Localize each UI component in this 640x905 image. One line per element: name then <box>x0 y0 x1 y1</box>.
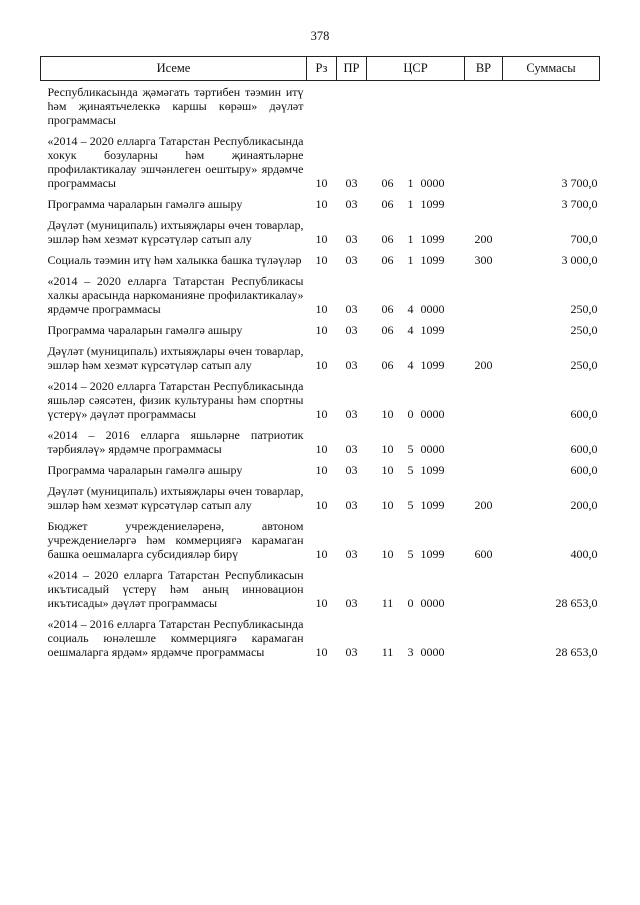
row-csr <box>367 340 465 375</box>
row-csr <box>367 130 465 193</box>
row-csr-subprogram: 3 <box>407 645 414 659</box>
row-csr-subprogram: 5 <box>407 463 414 477</box>
row-csr <box>367 613 465 662</box>
row-pr <box>337 81 367 131</box>
row-name: «2014 – 2020 елларга Татарстан Республикасында яшьләр сәясәтен, физик культураны һәм спортны үстерү» дәүләт программасы <box>47 379 304 421</box>
row-name: «2014 – 2020 елларга Татарстан Республикасында хокук бозуларны һәм җинаятьләрне профилактикалау эшчәнлеген оештыру» ярдәмче программасы <box>47 134 304 190</box>
row-name: Программа чараларын гамәлгә ашыру <box>47 463 243 477</box>
row-sum: 600,0 <box>570 442 598 456</box>
row-csr-direction: 0000 <box>420 596 445 610</box>
row-vr: 200 <box>474 232 493 246</box>
row-rz: 10 <box>315 547 328 561</box>
row-sum: 28 653,0 <box>555 596 598 610</box>
row-vr <box>465 424 503 459</box>
row-rz: 10 <box>315 358 328 372</box>
row-vr <box>465 564 503 613</box>
row-rz: 10 <box>315 645 328 659</box>
row-sum: 28 653,0 <box>555 645 598 659</box>
row-rz: 10 <box>315 463 328 477</box>
row-sum: 3 700,0 <box>561 176 598 190</box>
table-header <box>41 57 600 81</box>
budget-table <box>40 56 600 662</box>
row-csr-subprogram: 4 <box>407 323 414 337</box>
row-sum: 250,0 <box>570 358 598 372</box>
row-csr <box>367 249 465 270</box>
table-row <box>41 319 600 340</box>
row-pr: 03 <box>345 498 358 512</box>
page-number: 378 <box>310 29 330 43</box>
row-pr: 03 <box>345 323 358 337</box>
table-row <box>41 249 600 270</box>
row-csr-program: 10 <box>381 442 394 456</box>
row-name: «2014 – 2016 елларга Татарстан Республикасында социаль юнәлешле коммерциягә карамаган оешмаларга ярдәм» ярдәмче программасы <box>47 617 304 659</box>
row-csr-subprogram: 5 <box>407 442 414 456</box>
table-row <box>41 515 600 564</box>
row-csr-direction: 0000 <box>420 645 445 659</box>
table-row <box>41 424 600 459</box>
row-csr-subprogram: 1 <box>407 232 414 246</box>
row-csr-direction: 1099 <box>420 197 445 211</box>
row-csr <box>367 424 465 459</box>
row-pr: 03 <box>345 645 358 659</box>
row-csr <box>367 270 465 319</box>
table-row <box>41 613 600 662</box>
row-rz: 10 <box>315 302 328 316</box>
row-pr: 03 <box>345 442 358 456</box>
table-row <box>41 564 600 613</box>
row-csr-program: 10 <box>381 547 394 561</box>
row-csr-program: 06 <box>381 323 394 337</box>
row-rz: 10 <box>315 253 328 267</box>
header-sum: Суммасы <box>503 57 600 81</box>
row-csr <box>367 515 465 564</box>
row-vr <box>465 613 503 662</box>
row-csr-program: 11 <box>381 645 394 659</box>
row-rz: 10 <box>315 498 328 512</box>
header-pr: ПР <box>337 57 367 81</box>
row-csr <box>367 480 465 515</box>
row-vr <box>465 130 503 193</box>
row-csr-direction: 0000 <box>420 302 445 316</box>
row-sum: 400,0 <box>570 547 598 561</box>
row-name: Бюджет учреждениеләренә, автоном учреждениеләргә һәм коммерциягә карамаган башка оешмаларга субсидияләр бирү <box>47 519 304 561</box>
row-rz: 10 <box>315 232 328 246</box>
row-pr: 03 <box>345 176 358 190</box>
table-row <box>41 340 600 375</box>
table-row <box>41 193 600 214</box>
row-csr-program: 06 <box>381 176 394 190</box>
row-pr: 03 <box>345 547 358 561</box>
row-csr-direction: 1099 <box>420 232 445 246</box>
row-rz: 10 <box>315 197 328 211</box>
row-name: Программа чараларын гамәлгә ашыру <box>47 323 243 337</box>
row-name: Дәүләт (муниципаль) ихтыяҗлары өчен товарлар, эшләр һәм хезмәт күрсәтүләр сатып алу <box>47 344 304 372</box>
table-row <box>41 130 600 193</box>
row-name: Республикасында җәмәгать тәртибен тәэмин итү һәм җинаятьчелеккә каршы көрәш» дәүләт программасы <box>47 85 304 127</box>
row-sum: 600,0 <box>570 463 598 477</box>
header-rz: Рз <box>307 57 337 81</box>
row-csr <box>367 319 465 340</box>
row-pr: 03 <box>345 302 358 316</box>
row-name: Дәүләт (муниципаль) ихтыяҗлары өчен товарлар, эшләр һәм хезмәт күрсәтүләр сатып алу <box>47 484 304 512</box>
row-sum: 3 700,0 <box>561 197 598 211</box>
row-rz <box>307 81 337 131</box>
row-pr: 03 <box>345 232 358 246</box>
row-vr: 600 <box>474 547 493 561</box>
row-csr-direction: 1099 <box>420 253 445 267</box>
row-csr-program: 06 <box>381 253 394 267</box>
row-csr <box>367 459 465 480</box>
table-row <box>41 214 600 249</box>
row-csr-program: 10 <box>381 463 394 477</box>
row-vr <box>465 193 503 214</box>
row-vr: 200 <box>474 358 493 372</box>
header-csr: ЦСР <box>367 57 465 81</box>
row-csr-subprogram: 1 <box>407 197 414 211</box>
row-sum: 600,0 <box>570 407 598 421</box>
table-row <box>41 81 600 131</box>
row-sum <box>503 81 600 131</box>
row-csr-subprogram: 1 <box>407 253 414 267</box>
row-pr: 03 <box>345 253 358 267</box>
table-row <box>41 459 600 480</box>
row-vr <box>465 270 503 319</box>
table-row <box>41 375 600 424</box>
row-pr: 03 <box>345 463 358 477</box>
row-csr-direction: 1099 <box>420 498 445 512</box>
row-csr-subprogram: 4 <box>407 358 414 372</box>
row-csr-program: 10 <box>381 498 394 512</box>
row-sum: 250,0 <box>570 323 598 337</box>
table-row <box>41 270 600 319</box>
row-csr-direction: 0000 <box>420 176 445 190</box>
row-name: «2014 – 2020 елларга Татарстан Республикасын икътисадый үстерү һәм аның инновацион икътисады» дәүләт программасы <box>47 568 304 610</box>
row-rz: 10 <box>315 176 328 190</box>
row-csr-program: 06 <box>381 232 394 246</box>
row-csr <box>367 564 465 613</box>
header-vr: ВР <box>465 57 503 81</box>
row-csr-direction: 1099 <box>420 463 445 477</box>
row-csr-direction: 0000 <box>420 442 445 456</box>
row-csr-direction: 1099 <box>420 358 445 372</box>
row-csr <box>367 214 465 249</box>
row-csr <box>367 375 465 424</box>
table-body <box>41 81 600 663</box>
row-csr-direction: 1099 <box>420 547 445 561</box>
row-sum: 3 000,0 <box>561 253 598 267</box>
header-name: Исеме <box>41 57 307 81</box>
row-csr-subprogram: 5 <box>407 498 414 512</box>
row-vr <box>465 375 503 424</box>
row-name: Программа чараларын гамәлгә ашыру <box>47 197 243 211</box>
row-sum: 700,0 <box>570 232 598 246</box>
row-csr-subprogram: 0 <box>407 596 414 610</box>
row-csr-subprogram: 1 <box>407 176 414 190</box>
row-csr-direction: 1099 <box>420 323 445 337</box>
row-vr: 300 <box>474 253 493 267</box>
row-vr <box>465 459 503 480</box>
row-name: Социаль тәэмин итү һәм халыкка башка түләүләр <box>47 253 302 267</box>
row-sum: 250,0 <box>570 302 598 316</box>
row-csr-subprogram: 5 <box>407 547 414 561</box>
row-name: «2014 – 2020 елларга Татарстан Республикасы халкы арасында наркоманияне профилактикалау» ярдәмче программасы <box>47 274 304 316</box>
row-vr <box>465 81 503 131</box>
table-row <box>41 480 600 515</box>
row-csr-direction: 0000 <box>420 407 445 421</box>
row-name: Дәүләт (муниципаль) ихтыяҗлары өчен товарлар, эшләр һәм хезмәт күрсәтүләр сатып алу <box>47 218 304 246</box>
row-pr: 03 <box>345 596 358 610</box>
row-rz: 10 <box>315 596 328 610</box>
row-csr-program: 06 <box>381 197 394 211</box>
row-csr-subprogram: 0 <box>407 407 414 421</box>
row-name: «2014 – 2016 елларга яшьләрне патриотик тәрбияләү» ярдәмче программасы <box>47 428 304 456</box>
row-csr-program: 06 <box>381 358 394 372</box>
row-csr-subprogram: 4 <box>407 302 414 316</box>
row-rz: 10 <box>315 442 328 456</box>
row-csr-program: 06 <box>381 302 394 316</box>
row-csr <box>367 81 465 131</box>
row-csr-program: 10 <box>381 407 394 421</box>
row-pr: 03 <box>345 407 358 421</box>
row-rz: 10 <box>315 407 328 421</box>
row-csr-program: 11 <box>381 596 394 610</box>
row-vr <box>465 319 503 340</box>
row-pr: 03 <box>345 197 358 211</box>
row-vr: 200 <box>474 498 493 512</box>
row-sum: 200,0 <box>570 498 598 512</box>
row-pr: 03 <box>345 358 358 372</box>
row-rz: 10 <box>315 323 328 337</box>
row-csr <box>367 193 465 214</box>
